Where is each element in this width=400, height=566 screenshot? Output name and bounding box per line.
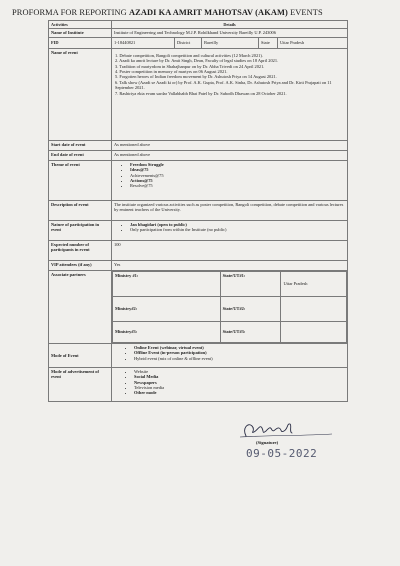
header-activities: Activities bbox=[49, 21, 112, 29]
theme-item: • Resolve@75 bbox=[130, 183, 345, 188]
header-details: Details bbox=[112, 21, 348, 29]
fid-row bbox=[49, 37, 348, 48]
event-name-row bbox=[49, 48, 348, 140]
state-2: State/UT#2: bbox=[220, 296, 281, 321]
event-item: 7. Rashtriya ekta evam sardar Vallabhabh Bhai Patel by Dr. Subodh Dhawan on 28 October 2021. bbox=[115, 90, 287, 96]
advert-row bbox=[49, 367, 348, 401]
advert-cell bbox=[112, 367, 348, 401]
nature-row bbox=[49, 220, 348, 240]
theme-label: Theme of event bbox=[49, 160, 112, 200]
nature-item: • Only participation from within the Institute (no public) bbox=[130, 227, 345, 232]
start-date-value: As mentioned above bbox=[112, 140, 348, 150]
title-bold: AZADI KA AMRIT MAHOTSAV (AKAM) bbox=[128, 8, 288, 17]
description-row bbox=[49, 200, 348, 220]
partners-grid bbox=[112, 271, 347, 343]
title-suffix: EVENTS bbox=[287, 8, 323, 17]
event-list-cell bbox=[112, 48, 348, 140]
vip-label: VIP attendees (if any) bbox=[49, 260, 112, 270]
description-label: Description of event bbox=[49, 200, 112, 220]
end-date-label: End date of event bbox=[49, 150, 112, 160]
signature-date: 09-05-2022 bbox=[246, 447, 318, 460]
description-value: The institute organized various activities such as poster competition, Rangoli competition, debate competition and various lectures by eminent teachers of the University. bbox=[112, 200, 348, 220]
nature-item: • Jan bhagidari (open to public) bbox=[130, 222, 345, 227]
partners-cell bbox=[112, 270, 348, 343]
expected-label: Expected number of participants in event bbox=[49, 240, 112, 260]
advert-item: • Social Media bbox=[134, 374, 345, 379]
partners-label: Associate partners bbox=[49, 270, 112, 343]
mode-row bbox=[49, 343, 348, 367]
mode-item: • Offline Event (in-person participation) bbox=[134, 350, 345, 355]
ministry-1: Ministry #1: bbox=[113, 271, 221, 296]
nature-cell bbox=[112, 220, 348, 240]
advert-item: • Television media bbox=[134, 385, 345, 390]
state-label: State bbox=[259, 37, 278, 48]
advert-item: • Newspapers bbox=[134, 380, 345, 385]
proforma-table bbox=[48, 20, 348, 402]
mode-item: • Online Event (webinar, virtual event) bbox=[134, 345, 345, 350]
state-2-value bbox=[281, 296, 347, 321]
partners-row bbox=[49, 270, 348, 343]
advert-list bbox=[114, 369, 345, 396]
expected-value: 100 bbox=[112, 240, 348, 260]
nature-list bbox=[114, 222, 345, 233]
header-row bbox=[49, 21, 348, 29]
theme-item: • Actions@75 bbox=[130, 178, 345, 183]
event-list bbox=[114, 53, 345, 96]
state-value: Uttar Pradesh bbox=[278, 37, 348, 48]
vip-row bbox=[49, 260, 348, 270]
handwritten-signature bbox=[232, 418, 342, 440]
event-item: 2. Azadi ka amrit lecture by Dr. Amit Singh, Dean, Faculty of legal studies on 18 April 2021. bbox=[115, 58, 279, 64]
district-value: Bareilly bbox=[202, 37, 259, 48]
state-3-value bbox=[281, 321, 347, 342]
institute-label: Name of Institute bbox=[49, 29, 112, 37]
event-item: 6. Talk show (Azadi se Azadi ki or) by Prof. A.K. Gupta, Prof. A.K. Sinha, Dr. Ashutosh Priya and Dr. Kirti Prajapati on 11 September 2021. bbox=[115, 79, 332, 91]
event-item: 1. Debate competition, Rangoli competition and cultural activities (12 March 2021). bbox=[115, 52, 263, 58]
signature-caption: (Signature) bbox=[256, 440, 279, 445]
ministry-2: Ministry#2: bbox=[113, 296, 221, 321]
fid-value: 1-18440821 bbox=[112, 37, 175, 48]
theme-item: • Achievements@75 bbox=[130, 173, 345, 178]
theme-cell bbox=[112, 160, 348, 200]
expected-row bbox=[49, 240, 348, 260]
ministry-3: Ministry#3: bbox=[113, 321, 221, 342]
event-item: 5. Forgotten heroes of Indian freedom movement by Dr. Ashutosh Priya on 14 August 2021. bbox=[115, 74, 277, 80]
state-3: State/UT#3: bbox=[220, 321, 281, 342]
advert-item: • Other mode bbox=[134, 390, 345, 395]
district-label: District bbox=[175, 37, 202, 48]
mode-list bbox=[114, 345, 345, 361]
mode-label: Mode of Event bbox=[49, 343, 112, 367]
event-name-label: Name of event bbox=[49, 48, 112, 140]
start-date-row bbox=[49, 140, 348, 150]
title-prefix: PROFORMA FOR REPORTING bbox=[12, 8, 129, 17]
end-date-value: As mentioned above bbox=[112, 150, 348, 160]
institute-value: Institute of Engineering and Technology M.J.P. Rohilkhand University Bareilly U.P. 243006 bbox=[112, 29, 348, 37]
institute-row bbox=[49, 29, 348, 37]
mode-cell bbox=[112, 343, 348, 367]
theme-row bbox=[49, 160, 348, 200]
page-title bbox=[12, 8, 323, 17]
end-date-row bbox=[49, 150, 348, 160]
theme-list bbox=[114, 162, 345, 189]
theme-item: • Ideas@75 bbox=[130, 167, 345, 172]
advert-label: Mode of advertisement of event bbox=[49, 367, 112, 401]
vip-value: Yes bbox=[112, 260, 348, 270]
event-item: 4. Poster competition in memory of martyrs on 06 August 2021. bbox=[115, 69, 228, 75]
mode-item: • Hybrid event (mix of online & offline event) bbox=[134, 356, 345, 361]
state-1-value: Uttar Pradesh bbox=[281, 271, 347, 296]
event-item: 3. Tradition of martyrdom in Shahajhanpur on by Dr. Abha Trivedi on 24 April 2021. bbox=[115, 63, 265, 69]
advert-item: • Website bbox=[134, 369, 345, 374]
nature-label: Nature of participation in event bbox=[49, 220, 112, 240]
state-1: State/UT#1: bbox=[220, 271, 281, 296]
fid-label: FID bbox=[49, 37, 112, 48]
start-date-label: Start date of event bbox=[49, 140, 112, 150]
theme-item: • Freedom Struggle bbox=[130, 162, 345, 167]
